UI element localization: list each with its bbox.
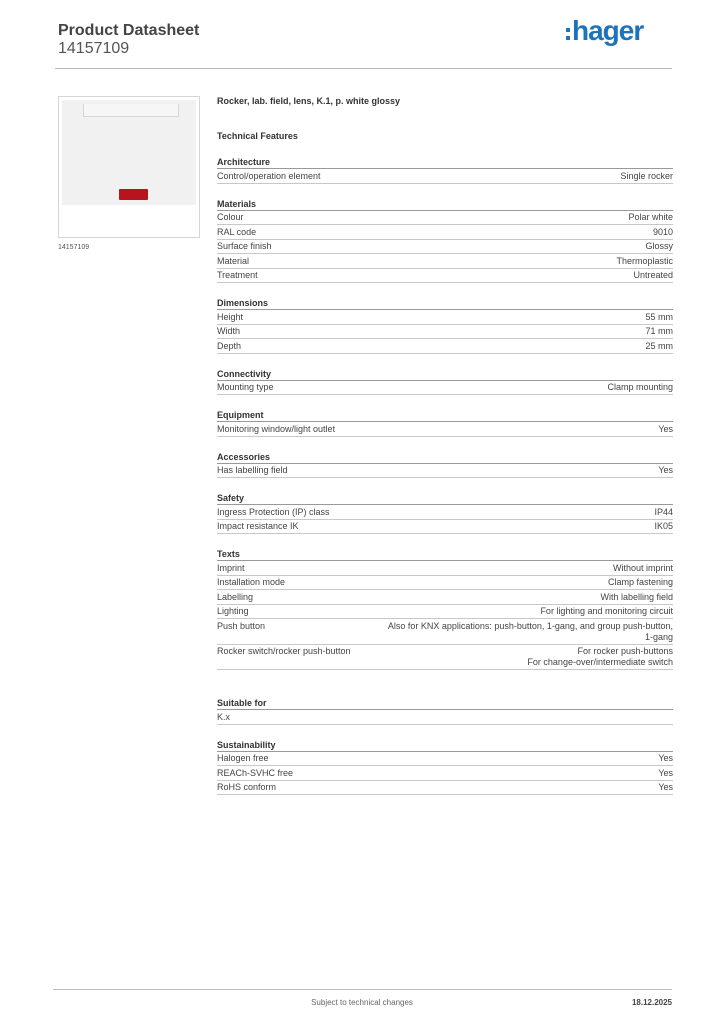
spec-row [217, 464, 673, 479]
logo-text: hager [572, 15, 644, 46]
spec-label: Impact resistance IK [217, 521, 299, 531]
spec-label: RAL code [217, 226, 257, 237]
product-image [58, 96, 200, 238]
spec-row [217, 422, 673, 437]
spec-row [217, 254, 673, 269]
spec-value: IP44 [654, 506, 673, 517]
spec-label: Monitoring window/light outlet [217, 423, 336, 434]
document-header [58, 22, 199, 58]
spec-label: Ingress Protection (IP) class [217, 506, 330, 517]
features-content [217, 96, 673, 795]
logo-dots-icon [566, 26, 570, 42]
red-lens [119, 189, 148, 200]
section-dimensions [217, 297, 673, 354]
section-materials [217, 198, 673, 284]
product-name: Rocker, lab. field, lens, K.1, p. white glossy [217, 96, 401, 106]
spec-value: Yes [658, 465, 673, 475]
spec-row [217, 325, 673, 340]
spec-value: 71 mm [645, 326, 673, 336]
labelling-field [83, 104, 179, 117]
spec-row [217, 310, 673, 325]
section-safety [217, 492, 673, 534]
spec-label: Lighting [217, 606, 249, 616]
spec-value: Yes [658, 767, 673, 778]
section-title: Sustainability [217, 739, 673, 752]
spec-row [217, 211, 673, 226]
spec-row [217, 576, 673, 591]
spec-row [217, 766, 673, 781]
spec-row [217, 645, 673, 671]
section-title: Dimensions [217, 297, 673, 310]
section-connectivity [217, 368, 673, 396]
footer-note: Subject to technical changes [311, 998, 413, 1007]
spec-row [217, 710, 673, 725]
spec-label: Height [217, 311, 244, 322]
spec-row [217, 781, 673, 796]
spec-value: Polar white [628, 212, 673, 222]
spec-row [217, 619, 673, 645]
spec-label: Width [217, 326, 241, 336]
spec-value: Yes [658, 782, 673, 792]
spec-label: Colour [217, 212, 244, 222]
spec-label: Installation mode [217, 577, 286, 587]
spec-value: 25 mm [645, 340, 673, 351]
section-title: Safety [217, 492, 673, 505]
spec-row [217, 605, 673, 620]
spec-row [217, 240, 673, 255]
spec-row [217, 505, 673, 520]
spec-row [217, 561, 673, 576]
spec-label: Rocker switch/rocker push-button [217, 646, 351, 656]
section-suitable-for [217, 697, 673, 725]
spec-label: REACh-SVHC free [217, 767, 294, 778]
spec-label: RoHS conform [217, 782, 277, 792]
section-title: Equipment [217, 409, 673, 422]
spec-value [665, 712, 673, 723]
spec-value: For rocker push-buttons For change-over/intermediate switch [527, 646, 673, 667]
spec-value: Yes [658, 423, 673, 434]
section-architecture [217, 156, 673, 184]
footer-date: 18.12.2025 [631, 998, 672, 1007]
spec-value: With labelling field [600, 591, 673, 602]
rocker-face [62, 100, 196, 205]
spec-row [217, 269, 673, 284]
spec-label: Surface finish [217, 241, 272, 251]
product-number: 14157109 [58, 40, 130, 57]
section-title: Architecture [217, 156, 673, 169]
spec-label: Imprint [217, 562, 245, 573]
image-caption: 14157109 [58, 244, 90, 251]
spec-label: Has labelling field [217, 465, 288, 475]
spec-value: 9010 [652, 226, 673, 237]
document-title: Product Datasheet [58, 22, 200, 39]
spec-label: Halogen free [217, 753, 269, 763]
section-title: Suitable for [217, 697, 673, 710]
technical-features-heading: Technical Features [217, 131, 298, 141]
spec-label: Push button [217, 620, 266, 631]
section-title: Materials [217, 198, 673, 211]
section-accessories [217, 451, 673, 479]
spec-row [217, 339, 673, 354]
section-texts [217, 548, 673, 670]
footer-divider [53, 989, 672, 990]
spec-label: Mounting type [217, 382, 274, 392]
spec-label: Material [217, 255, 250, 266]
section-equipment [217, 409, 673, 437]
spec-value: Also for KNX applications: push-button, 1-gang, and group push-button, 1-gang [387, 620, 673, 642]
spec-value: Clamp mounting [607, 382, 673, 392]
spec-value: Single rocker [620, 170, 673, 181]
spec-value: Untreated [633, 270, 673, 280]
header-divider [55, 68, 672, 69]
spec-label: Depth [217, 340, 242, 351]
section-sustainability [217, 739, 673, 796]
section-title: Connectivity [217, 368, 673, 381]
section-title: Texts [217, 548, 673, 561]
spec-row [217, 381, 673, 396]
spec-label: K.x [217, 711, 231, 722]
spec-value: For lighting and monitoring circuit [540, 606, 673, 616]
spec-label: Treatment [217, 270, 258, 280]
hager-logo [566, 14, 643, 48]
spec-row [217, 752, 673, 767]
spec-row [217, 225, 673, 240]
spec-value: 55 mm [645, 311, 673, 322]
spec-value: Thermoplastic [616, 255, 673, 266]
spec-row [217, 520, 673, 535]
spec-value: Clamp fastening [607, 577, 673, 587]
section-title: Accessories [217, 451, 673, 464]
spec-value: Without imprint [612, 562, 673, 573]
spec-value: IK05 [654, 521, 673, 531]
spec-label: Control/operation element [217, 170, 321, 181]
spec-value: Glossy [645, 241, 673, 251]
spec-row [217, 590, 673, 605]
feature-sections [217, 156, 673, 795]
spec-value: Yes [658, 753, 673, 763]
spec-row [217, 169, 673, 184]
spec-label: Labelling [217, 591, 254, 602]
